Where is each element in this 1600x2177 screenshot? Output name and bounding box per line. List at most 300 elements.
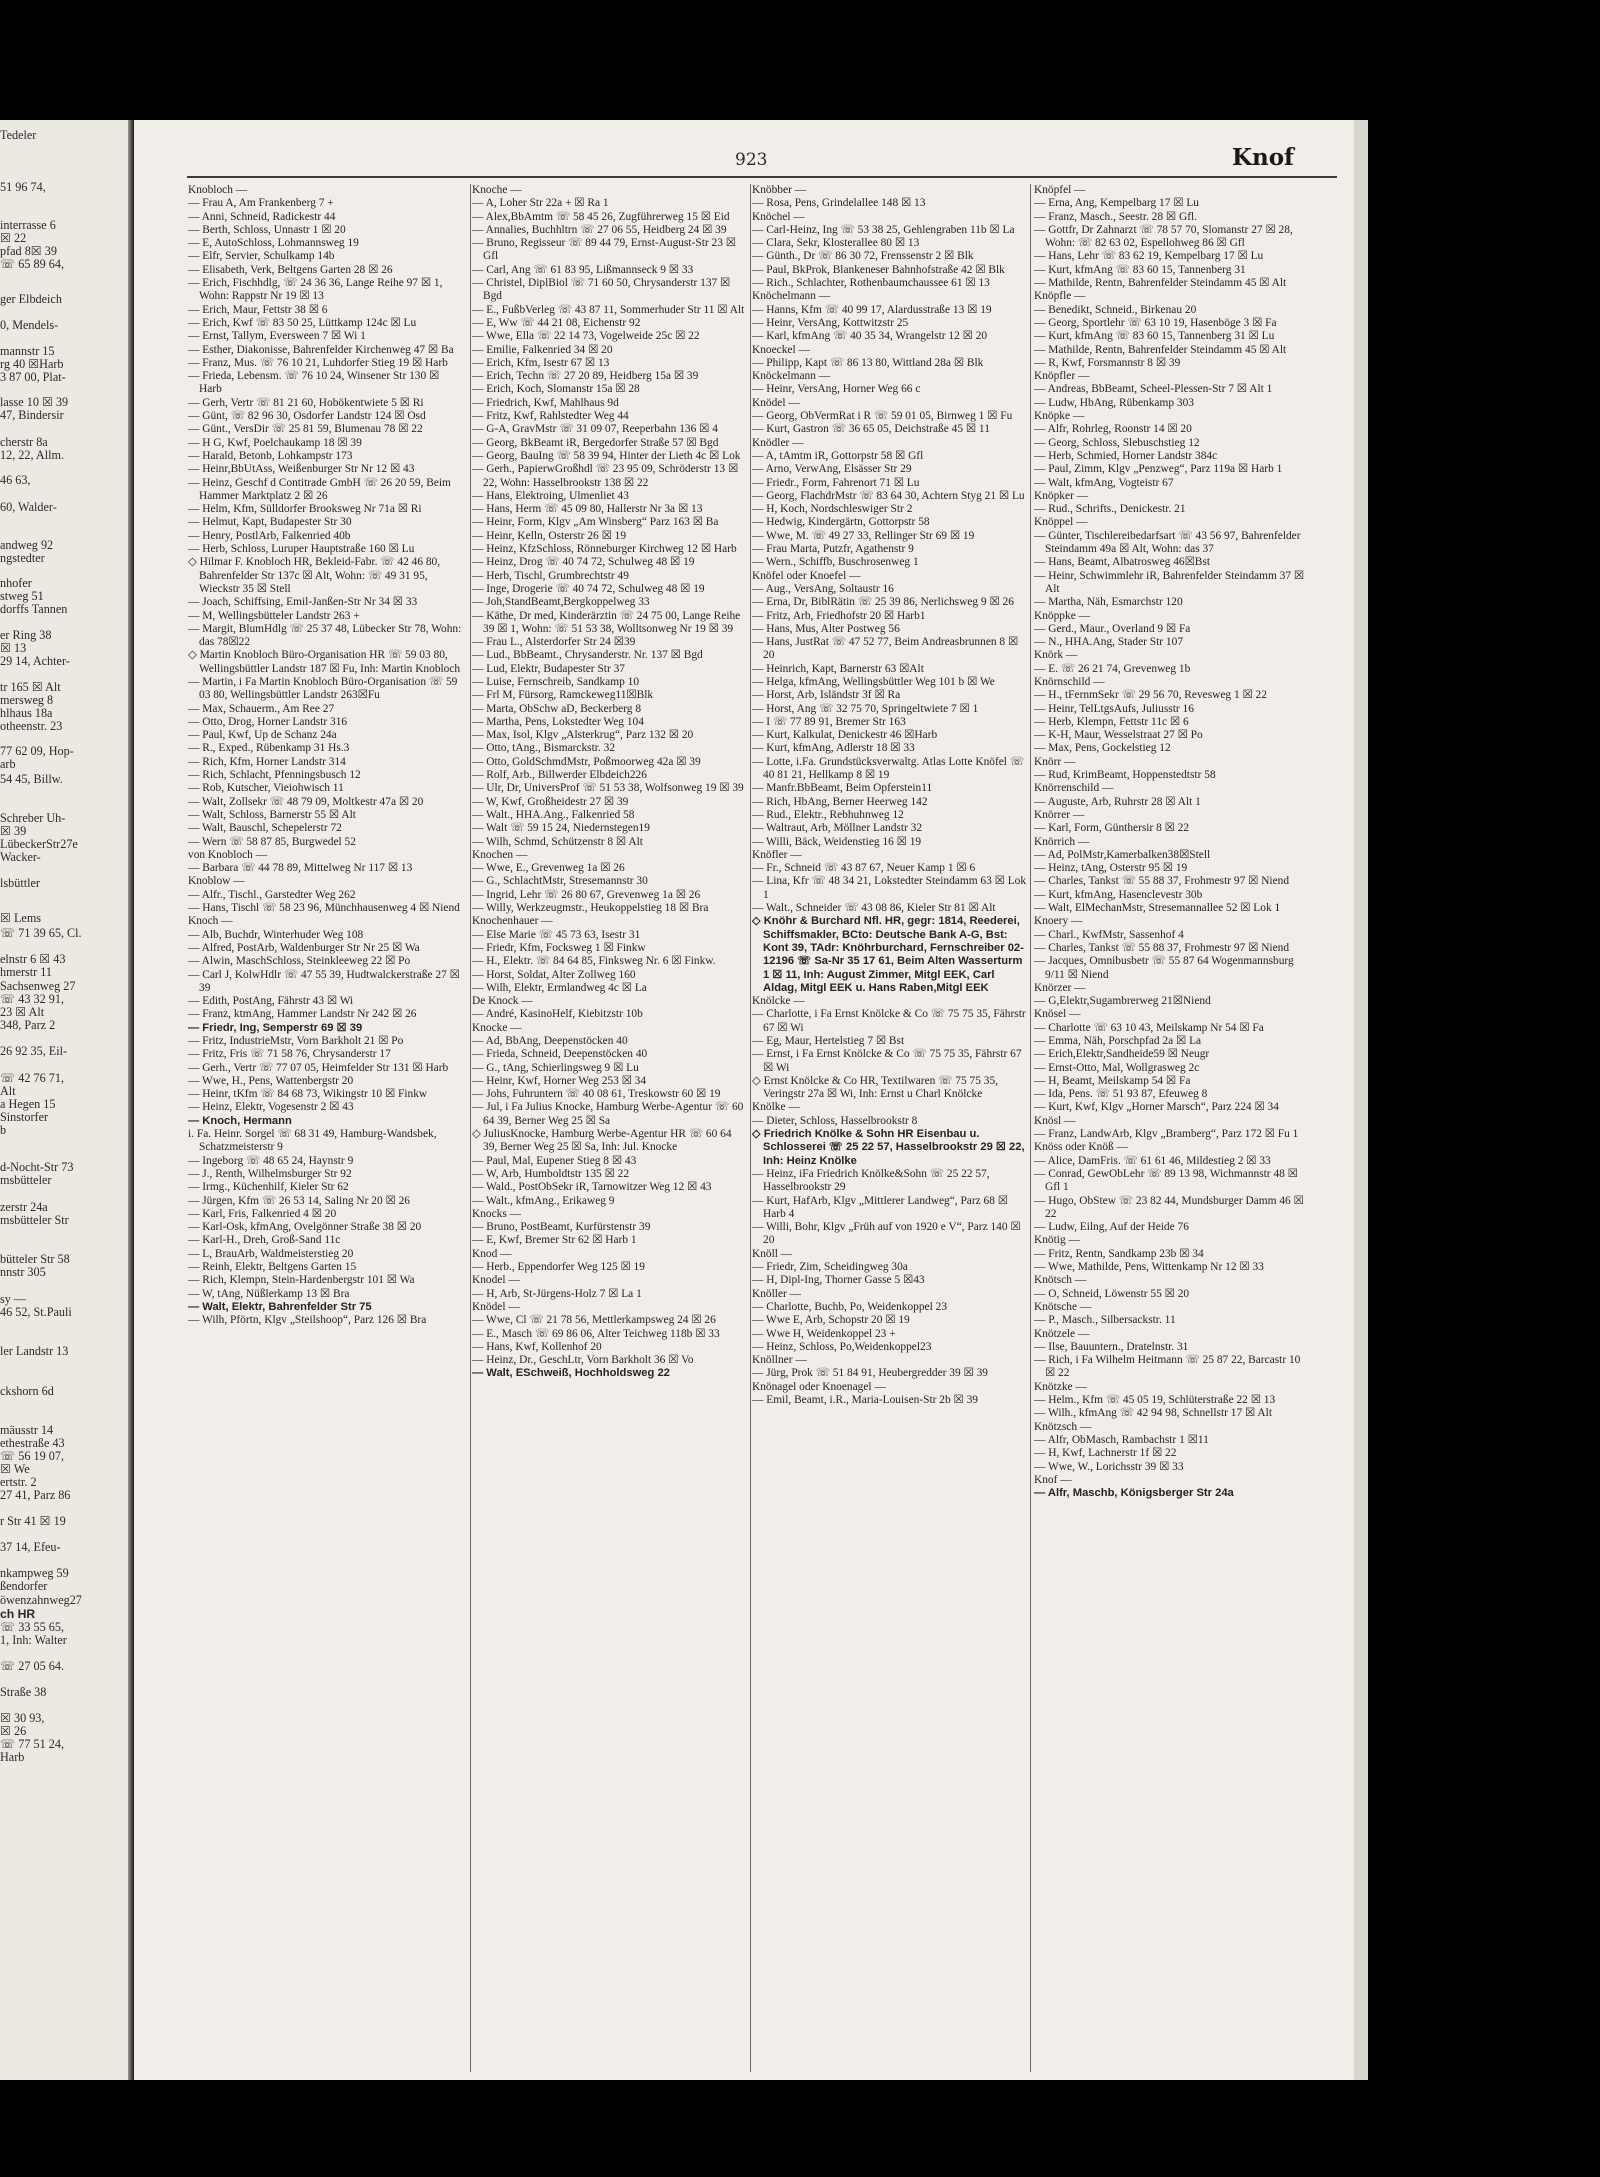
directory-entry: — H., Elektr. ☏ 84 64 85, Finksweg Nr. 6 ☒ Finkw. [472, 955, 716, 968]
directory-entry: — Heinz, iFa Friedrich Knölke&Sohn ☏ 25 22 57, Hasselbrookstr 29 [752, 1167, 990, 1194]
previous-page-line: ☒ 30 93, [0, 1711, 45, 1725]
surname-heading: Knötig — [1034, 1234, 1080, 1247]
directory-entry: — Elisabeth, Verk, Beltgens Garten 28 ☒ 26 [188, 263, 393, 276]
directory-entry: — Heinr, VersAng, Horner Weg 66 c [752, 383, 921, 396]
surname-heading: Knobloch — [188, 184, 248, 196]
directory-entry: — Max, Pens, Gockelstieg 12 [1034, 742, 1171, 755]
surname-heading: Knötsche — [1034, 1300, 1092, 1313]
directory-entry: — Alfred, PostArb, Waldenburger Str Nr 25 ☒ Wa [188, 941, 420, 954]
previous-page-line: er Ring 38 [0, 628, 52, 642]
previous-page-line: ☏ 71 39 65, Cl. [0, 926, 82, 940]
directory-entry: — Wilh, Schmd, Schützenstr 8 ☒ Alt [472, 835, 643, 848]
directory-entry: — Rolf, Arb., Billwerder Elbdeich226 [472, 769, 647, 782]
surname-heading: Knödel — [472, 1300, 520, 1313]
directory-entry: — Wwe, E., Grevenweg 1a ☒ 26 [472, 862, 625, 875]
directory-entry: — Rich, Schlacht, Pfenningsbusch 12 [188, 769, 361, 782]
directory-entry: — Arno, VerwAng, Elsässer Str 29 [752, 463, 912, 476]
previous-page-line: 60, Walder- [0, 500, 57, 514]
directory-entry: — Hugo, ObStew ☏ 23 82 44, Mundsburger Damm 46 ☒ 22 [1034, 1194, 1304, 1220]
directory-entry: — Bruno, Regisseur ☏ 89 44 79, Ernst-August-Str 23 ☒ Gfl [472, 237, 736, 263]
directory-entry: — Knoch, Hermann [188, 1114, 292, 1127]
directory-entry: — N., HHA.Ang, Stader Str 107 [1034, 636, 1184, 649]
directory-entry: — Helga, kfmAng, Wellingsbüttler Weg 101 b ☒ We [752, 675, 995, 688]
directory-entry: — Heinz, Schloss, Po,Weidenkoppel23 [752, 1340, 932, 1353]
directory-entry: — Carl J, KolwHdlr ☏ 47 55 39, Hudtwalckerstraße 27 ☒ 39 [188, 968, 460, 994]
directory-entry: — Gerh., Vertr ☏ 77 07 05, Heimfelder Str 131 ☒ Harb [188, 1061, 449, 1074]
directory-entry: — Ingeborg ☏ 48 65 24, Haynstr 9 [188, 1154, 354, 1167]
directory-entry: — L, BrauArb, Waldmeisterstieg 20 [188, 1247, 354, 1260]
directory-entry: — Rud, KrimBeamt, Hoppenstedtstr 58 [1034, 769, 1216, 782]
directory-entry: — Heinr, Form, Klgv „Am Winsberg“ Parz 163 ☒ Ba [472, 516, 719, 529]
previous-page-line: Alt [0, 1084, 16, 1098]
directory-entry: — Wwe, Ella ☏ 22 14 73, Vogelweide 25c ☒ 22 [472, 330, 700, 343]
directory-entry: — J., Renth, Wilhelmsburger Str 92 [188, 1167, 352, 1180]
directory-entry: — Lotte, i.Fa. Grundstücksverwaltg. Atlas Lotte Knöfel ☏ 40 81 21, Hellkamp 8 ☒ 19 [752, 755, 1025, 782]
directory-entry: — Karl-Osk, kfmAng, Ovelgönner Straße 38 ☒ 20 [188, 1221, 422, 1234]
previous-page-line: elnstr 6 ☒ 43 [0, 952, 66, 966]
previous-page-line: 46 63, [0, 473, 31, 487]
previous-page-line: 46 52, St.Pauli [0, 1305, 72, 1319]
previous-page-line: ☒ 26 [0, 1724, 27, 1738]
directory-entry: — Herb., Eppendorfer Weg 125 ☒ 19 [472, 1261, 645, 1274]
directory-entry: — Wern ☏ 58 87 85, Burgwedel 52 [188, 835, 356, 848]
directory-entry: — Heinr, TelLtgsAufs, Juliusstr 16 [1034, 702, 1194, 715]
directory-entry: — Max, Schauerm., Am Ree 27 [188, 702, 335, 715]
previous-page-line: ☒ 39 [0, 824, 27, 838]
directory-entry: — Berth, Schloss, Unnastr 1 ☒ 20 [188, 223, 346, 236]
surname-heading: Knörk — [1034, 649, 1078, 662]
directory-entry: — Friedr, Ing, Semperstr 69 ☒ 39 [188, 1021, 363, 1034]
previous-page-line: ertstr. 2 [0, 1475, 37, 1489]
surname-heading: Knörrer — [1034, 808, 1085, 821]
directory-entry: — Herb, Schmied, Horner Landstr 384c [1034, 449, 1218, 462]
previous-page-line: ☏ 56 19 07, [0, 1449, 64, 1463]
previous-page-line: lsbüttler [0, 876, 40, 890]
surname-heading: Knösel — [1034, 1008, 1081, 1021]
directory-entry: — Lina, Kfr ☏ 48 34 21, Lokstedter Steindamm 63 ☒ Lok 1 [752, 875, 1027, 901]
directory-entry: — Erich,Elektr,Sandheide59 ☒ Neugr [1034, 1048, 1210, 1061]
directory-entry: — Karl, kfmAng ☏ 40 35 34, Wrangelstr 12 ☒ 20 [752, 330, 988, 343]
previous-page-line: stweg 51 [0, 589, 44, 603]
surname-heading: Knof — [1034, 1473, 1072, 1486]
directory-entry: — Charlotte, Buchb, Po, Weidenkoppel 23 [752, 1300, 948, 1313]
directory-entry: — Luise, Fernschreib, Sandkamp 10 [472, 675, 640, 688]
directory-entry: — Käthe, Dr med, Kinderärztin ☏ 24 75 00, Lange Reihe 39 ☒ 1, Wohn: ☏ 51 53 38, Wolltsonweg Nr 19 ☒ 39 [472, 609, 741, 635]
directory-entry: — G,Elektr,Sugambrerweg 21☒Niend [1034, 995, 1211, 1008]
directory-entry: — Fritz, IndustrieMstr, Vorn Barkholt 21 ☒ Po [188, 1035, 404, 1047]
previous-page-line: r Str 41 ☒ 19 [0, 1514, 66, 1528]
directory-entry: — Rosa, Pens, Grindelallee 148 ☒ 13 [752, 197, 926, 210]
directory-entry: — Walt., HHA.Ang., Falkenried 58 [472, 808, 635, 821]
column-4 [1034, 184, 1309, 2072]
directory-entry: — Alice, DamFris. ☏ 61 61 46, Mildestieg 2 ☒ 33 [1034, 1154, 1271, 1167]
previous-page-line: 12, 22, Allm. [0, 448, 64, 462]
directory-entry: — Reinh, Elektr, Beltgens Garten 15 [188, 1261, 357, 1274]
directory-entry: — Hans, JustRat ☏ 47 52 77, Beim Andreasbrunnen 8 ☒ 20 [752, 636, 1019, 662]
previous-page-line: ethestraße 43 [0, 1436, 65, 1450]
previous-page-line: ☒ We [0, 1462, 30, 1476]
directory-entry: — Wern., Schiffb, Buschrosenweg 1 [752, 556, 919, 569]
directory-entry: — Alwin, MaschSchloss, Steinkleeweg 22 ☒ Po [188, 955, 411, 968]
surname-heading: Knöbber — [752, 184, 807, 196]
previous-page-line: b [0, 1123, 7, 1137]
directory-entry: — Georg, BauIng ☏ 58 39 94, Hinter der Lieth 4c ☒ Lok [472, 449, 741, 462]
surname-heading: Knöchel — [752, 210, 805, 223]
surname-heading: Knötzke — [1034, 1380, 1087, 1393]
directory-entry: — Fritz, Arb, Friedhofstr 20 ☒ Harb1 [752, 609, 926, 622]
directory-entry: — Wilh, Elektr, Ermlandweg 4c ☒ La [472, 981, 647, 994]
previous-page-line: 47, Bindersir [0, 408, 64, 422]
surname-heading: Knöll — [752, 1247, 793, 1260]
directory-entry: — Hedwig, Kindergärtn, Gottorpstr 58 [752, 516, 930, 529]
directory-entry: — Ernst, Tallym, Eversween 7 ☒ Wi 1 [188, 330, 366, 343]
surname-heading: Knödel — [752, 396, 800, 409]
directory-entry: — Willi, Bäck, Weidenstieg 16 ☒ 19 [752, 835, 922, 848]
directory-entry: — Edith, PostAng, Fährstr 43 ☒ Wi [188, 995, 354, 1008]
directory-entry: — Heinr, tKfm ☏ 84 68 73, Wikingstr 10 ☒ Finkw [188, 1088, 428, 1101]
column-divider [1030, 184, 1031, 2072]
surname-heading: Knöfel oder Knoefel — [752, 569, 861, 582]
directory-entry: — Georg, Schloss, Slebuschstieg 12 [1034, 436, 1200, 449]
directory-entry: — Kurt, Gastron ☏ 36 65 05, Deichstraße 45 ☒ 11 [752, 423, 990, 436]
previous-page-line: ☏ 65 89 64, [0, 257, 64, 271]
directory-entry: — Kurt, Kalkulat, Denickestr 46 ☒Harb [752, 729, 938, 742]
previous-page-line: ☒ Lems [0, 911, 42, 925]
directory-entry: — Aug., VersAng, Soltaustr 16 [752, 582, 894, 595]
previous-page-line: cherstr 8a [0, 435, 48, 449]
surname-heading: Knoche — [472, 184, 522, 196]
surname-heading: Knörzer — [1034, 981, 1086, 994]
directory-entry: — Walt, ESchweiß, Hochholdsweg 22 [472, 1367, 670, 1380]
previous-page-line: tr 165 ☒ Alt [0, 680, 61, 694]
directory-entry: — Heinr, Kelln, Osterstr 26 ☒ 19 [472, 529, 627, 542]
directory-entry: — W, Kwf, Großheidestr 27 ☒ 39 [472, 795, 629, 808]
previous-page-line: ☒ 22 [0, 231, 27, 245]
directory-entry: — Herb, Tischl, Grumbrechtstr 49 [472, 569, 629, 582]
directory-entry: — Ilse, Bauuntern., Dratelnstr. 31 [1034, 1340, 1189, 1353]
previous-page-line: arb [0, 757, 16, 771]
directory-entry: ◇ Knöhr & Burchard Nfl. HR, gegr: 1814, Reederei, Schiffsmakler, BCto: Deutsche Bank A-G, Bst: Kont 39, TAdr: Knöhrburchard, Fernschreiber 02-12196 ☏ Sa-Nr 35 17 61, Beim Alten Wasserturm 1 ☒ 11, Inh: August Zimmer, Mitgl EEK, Carl Aldag, Mitgl EEK u. Hans Raben,Mitgl EEK [752, 915, 1024, 994]
directory-entry: — Wwe, H., Pens, Wattenbergstr 20 [188, 1074, 354, 1087]
directory-entry: — H, Kwf, Lachnerstr 1f ☒ 22 [1034, 1447, 1177, 1460]
previous-page-line: ☏ 33 55 65, [0, 1620, 64, 1634]
directory-entry: — E. ☏ 26 21 74, Grevenweg 1b [1034, 662, 1191, 675]
previous-page-line: msbütteler [0, 1173, 52, 1187]
directory-entry: — Auguste, Arb, Ruhrstr 28 ☒ Alt 1 [1034, 795, 1201, 808]
directory-entry: — Kurt, kfmAng, Adlerstr 18 ☒ 33 [752, 742, 915, 755]
directory-entry: — Otto, GoldSchmdMstr, Poßmoorweg 42a ☒ 39 [472, 755, 701, 768]
directory-entry: — Charlotte ☏ 63 10 43, Meilskamp Nr 54 ☒ Fa [1034, 1021, 1264, 1034]
directory-entry: — Willy, Werkzeugmstr., Heukoppelstieg 18 ☒ Bra [472, 902, 709, 915]
directory-entry: — Hans, Tischl ☏ 58 23 96, Münchhausenweg 4 ☒ Niend [188, 902, 460, 915]
directory-entry: — Herb, Schloss, Luruper Hauptstraße 160 ☒ Lu [188, 543, 415, 556]
directory-entry: — E., FußbVerleg ☏ 43 87 11, Sommerhuder Str 11 ☒ Alt [472, 303, 745, 316]
directory-entry: — Wwe, Cl ☏ 21 78 56, Mettlerkampsweg 24 ☒ 26 [472, 1314, 716, 1327]
directory-entry: — Heinz, Geschf d Contitrade GmbH ☏ 26 20 59, Beim Hammer Marktplatz 2 ☒ 26 [188, 476, 451, 502]
directory-entry: — Frau A, Am Frankenberg 7 + [188, 197, 334, 210]
directory-entry: — Gerh, Vertr ☏ 81 21 60, Hobökentwiete 5 ☒ Ri [188, 396, 424, 409]
surname-heading: Knoblow — [188, 875, 245, 888]
page-edge [1354, 120, 1368, 2080]
previous-page-line: andweg 92 [0, 538, 54, 552]
directory-entry: — Erich, Techn ☏ 27 20 89, Heidberg 15a ☒ 39 [472, 370, 699, 383]
directory-entry: — Irmg., Küchenhilf, Kieler Str 62 [188, 1181, 349, 1194]
directory-entry: — Frl M, Fürsorg, Ramckeweg11☒Blk [472, 689, 654, 702]
directory-entry: ◇ Hilmar F. Knobloch HR, Bekleid-Fabr. ☏ 42 46 80, Bahrenfelder Str 137c ☒ Alt, Wohn: ☏ 49 31 95, Wieckstr 35 ☒ Stell [188, 556, 441, 595]
header-rule [187, 176, 1337, 178]
directory-entry: — Alb, Buchdr, Winterhuder Weg 108 [188, 928, 364, 941]
previous-page-line: nkampweg 59 [0, 1566, 69, 1580]
surname-heading: Knoch — [188, 915, 233, 928]
directory-entry: — Conrad, GewObLehr ☏ 89 13 98, Wichmannstr 48 ☒ Gfl 1 [1034, 1167, 1298, 1194]
directory-entry: — E, Kwf, Bremer Str 62 ☒ Harb 1 [472, 1234, 637, 1247]
directory-entry: — Friedrich, Kwf, Mahlhaus 9d [472, 396, 619, 409]
directory-entry: — Hanns, Kfm ☏ 40 99 17, Alardusstraße 13 ☒ 19 [752, 303, 992, 316]
directory-entry: — Heinr, Kwf, Horner Weg 253 ☒ 34 [472, 1074, 647, 1087]
directory-entry: — Gottfr, Dr Zahnarzt ☏ 78 57 70, Slomanstr 27 ☒ 28, Wohn: ☏ 82 63 02, Espellohweg 86 ☒ Gfl [1034, 223, 1293, 250]
previous-page-line: nnstr 305 [0, 1265, 46, 1279]
directory-entry: — Charles, Tankst ☏ 55 88 37, Frohmestr 97 ☒ Niend [1034, 941, 1290, 954]
previous-page-line: 29 14, Achter- [0, 654, 70, 668]
surname-heading: Knöllner — [752, 1354, 807, 1367]
previous-page-line: 26 92 35, Eil- [0, 1044, 68, 1058]
directory-entry: — Ludw, Eilng, Auf der Heide 76 [1034, 1221, 1189, 1234]
previous-page-line: d-Nocht-Str 73 [0, 1160, 74, 1174]
surname-heading: Knöpfle — [1034, 290, 1086, 303]
previous-page-line: interrasse 6 [0, 218, 56, 232]
previous-page-line: msbütteler Str [0, 1213, 69, 1227]
column-divider [470, 184, 471, 2072]
directory-entry: — Franz, ktmAng, Hammer Landstr Nr 242 ☒ 26 [188, 1008, 417, 1021]
surname-heading: Knöpker — [1034, 489, 1089, 502]
previous-page-line: dorffs Tannen [0, 602, 68, 616]
directory-entry: — Otto, tAng., Bismarckstr. 32 [472, 742, 616, 755]
previous-page-line: rg 40 ☒Harb [0, 357, 64, 371]
directory-entry: — Rich., Schlachter, Rothenbaumchaussee 61 ☒ 13 [752, 277, 990, 290]
directory-entry: — Hans, Lehr ☏ 83 62 19, Kempelbarg 17 ☒ Lu [1034, 250, 1264, 263]
directory-entry: — Rich, i Fa Wilhelm Heitmann ☏ 25 87 22, Barcastr 10 ☒ 22 [1034, 1354, 1301, 1380]
surname-heading: Knölke — [752, 1101, 800, 1114]
directory-entry: — Carl-Heinz, Ing ☏ 53 38 25, Gehlengraben 11b ☒ La [752, 223, 1015, 236]
directory-entry: — Martin, i Fa Martin Knobloch Büro-Organisation ☏ 59 03 80, Wellingsbüttler Landstr 263☒Fu [188, 675, 458, 702]
directory-entry: — Henry, PostlArb, Falkenried 40b [188, 529, 351, 542]
directory-entry: — Bruno, PostBeamt, Kurfürstenstr 39 [472, 1221, 651, 1234]
directory-entry: — Rich, Kfm, Horner Landstr 314 [188, 755, 346, 768]
directory-entry: — Charl., KwfMstr, Sassenhof 4 [1034, 928, 1184, 941]
directory-entry: — P., Masch., Silbersackstr. 11 [1034, 1314, 1176, 1327]
directory-entry: — Jürg, Prok ☏ 51 84 91, Heubergredder 39 ☒ 39 [752, 1367, 988, 1380]
directory-entry: — Ulr, Dr, UniversProf ☏ 51 53 38, Wolfsonweg 19 ☒ 39 [472, 782, 744, 795]
surname-heading: Knörnschild — [1034, 675, 1105, 688]
directory-entry: — Ludw, HbAng, Rübenkamp 303 [1034, 396, 1194, 409]
directory-entry: — R., Exped., Rübenkamp 31 Hs.3 [188, 742, 350, 755]
directory-entry: — Martha, Pens, Lokstedter Weg 104 [472, 715, 644, 728]
directory-entry: — Heinz, Drog ☏ 40 74 72, Schulweg 48 ☒ 19 [472, 556, 695, 569]
surname-heading: Knoeckel — [752, 343, 810, 356]
previous-page-line: pfad 8☒ 39 [0, 244, 57, 258]
previous-page-line: 0, Mendels- [0, 318, 59, 332]
previous-page-line: 348, Parz 2 [0, 1018, 56, 1032]
surname-heading: Knönagel oder Knoenagel — [752, 1380, 886, 1393]
directory-entry: ◇ Ernst Knölcke & Co HR, Textilwaren ☏ 75 75 35, Veringstr 27a ☒ Wi, Inh: Ernst u Charl Knölcke [752, 1074, 998, 1101]
directory-entry: ◇ Martin Knobloch Büro-Organisation HR ☏ 59 03 80, Wellingsbüttler Landstr 187 ☒ Fu, Inh: Martin Knobloch [188, 649, 461, 675]
directory-entry: — Erich, Kwf ☏ 83 50 25, Lüttkamp 124c ☒ Lu [188, 316, 417, 329]
directory-entry: — Heinz, tAng, Osterstr 95 ☒ 19 [1034, 862, 1188, 875]
directory-entry: — G-A, GravMstr ☏ 31 09 07, Reeperbahn 136 ☒ 4 [472, 423, 718, 436]
directory-entry: — Wilh, Pförtn, Klgv „Steilshoop“, Parz 126 ☒ Bra [188, 1314, 427, 1327]
directory-entry: — Alfr, ObMasch, Rambachstr 1 ☒11 [1034, 1433, 1209, 1446]
directory-entry: — Jacques, Omnibusbetr ☏ 55 87 64 Wogenmannsburg 9/11 ☒ Niend [1034, 955, 1294, 981]
directory-entry: — Günt, ☏ 82 96 30, Osdorfer Landstr 124 ☒ Osd [188, 410, 426, 423]
directory-entry: — H, Koch, Nordschleswiger Str 2 [752, 503, 913, 516]
directory-entry: — Walt., Schneider ☏ 43 08 86, Kieler Str 81 ☒ Alt [752, 902, 996, 915]
directory-entry: — Ernst-Otto, Mal, Wollgrasweg 2c [1034, 1061, 1200, 1074]
previous-page-line: ch HR [0, 1607, 36, 1621]
previous-page-line: 51 96 74, [0, 180, 46, 194]
previous-page-line: ☏ 42 76 71, [0, 1071, 64, 1085]
directory-entry: — Kurt, kfmAng ☏ 83 60 15, Tannenberg 31 ☒ Lu [1034, 330, 1275, 343]
surname-heading: Knocke — [472, 1021, 522, 1034]
previous-page-line: ☏ 77 51 24, [0, 1737, 64, 1751]
directory-entry: — Lud., BbBeamt., Chrysanderstr. Nr. 137 ☒ Bgd [472, 649, 703, 662]
directory-entry: — Joach, Schiffsing, Emil-Janßen-Str Nr 34 ☒ 33 [188, 596, 418, 609]
directory-entry: — Rob, Kutscher, Vieiohwisch 11 [188, 782, 344, 795]
directory-entry: — Gerh., PapierwGroßhdl ☏ 23 95 09, Schröderstr 13 ☒ 22, Wohn: Hasselbrookstr 138 ☒ 22 [472, 463, 739, 489]
directory-entry: — Else Marie ☏ 45 73 63, Isestr 31 [472, 928, 641, 941]
surname-heading: Knörr — [1034, 755, 1076, 768]
directory-entry: — Paul, Mal, Eupener Stieg 8 ☒ 43 [472, 1154, 637, 1167]
directory-entry: — A, Loher Str 22a + ☒ Ra 1 [472, 197, 609, 210]
directory-entry: — Heinz, Elektr, Vogesenstr 2 ☒ 43 [188, 1101, 354, 1114]
previous-page-line: hlhaus 18a [0, 706, 53, 720]
directory-entry: — Jul, i Fa Julius Knocke, Hamburg Werbe-Agentur ☏ 60 64 39, Berner Weg 25 ☒ Sa [472, 1101, 744, 1127]
surname-heading: Knöppke — [1034, 609, 1090, 622]
previous-page-line: ☏ 27 05 64. [0, 1659, 64, 1673]
surname-heading: Knötsch — [1034, 1274, 1087, 1287]
directory-entry: — H, Beamt, Meilskamp 54 ☒ Fa [1034, 1074, 1191, 1087]
directory-entry: ◇ Friedrich Knölke & Sohn HR Eisenbau u. Schlosserei ☏ 25 22 57, Hasselbrookstr 29 ☒ 22, Inh: Heinz Knölke [752, 1128, 1025, 1167]
directory-entry: — Mathilde, Rentn, Bahrenfelder Steindamm 45 ☒ Alt [1034, 343, 1287, 356]
directory-entry: — Günth., Dr ☏ 86 30 72, Frenssenstr 2 ☒ Blk [752, 250, 974, 263]
directory-entry: — Karl, Fris, Falkenried 4 ☒ 20 [188, 1207, 337, 1220]
previous-page-line: Harb [0, 1750, 25, 1764]
directory-entry: — Clara, Sekr, Klosterallee 80 ☒ 13 [752, 237, 920, 250]
directory-entry: — Rich, HbAng, Berner Heerweg 142 [752, 795, 928, 808]
directory-entry: — Paul, Kwf, Up de Schanz 24a [188, 729, 337, 742]
directory-entry: — Georg, Sportlehr ☏ 63 10 19, Hasenböge 3 ☒ Fa [1034, 316, 1277, 329]
surname-heading: Knöpke — [1034, 410, 1085, 423]
directory-entry: — Otto, Drog, Horner Landstr 316 [188, 715, 348, 728]
surname-heading: Knörrich — [1034, 835, 1090, 848]
directory-entry: — Herb, Klempn, Fettstr 11c ☒ 6 [1034, 715, 1189, 728]
directory-entry: — Max, Isol, Klgv „Alsterkrug“, Parz 132 ☒ 20 [472, 729, 694, 742]
directory-entry: — Frau L., Alsterdorfer Str 24 ☒39 [472, 636, 636, 649]
directory-entry: — Gerd., Maur., Overland 9 ☒ Fa [1034, 622, 1191, 635]
directory-entry: — Kurt, kfmAng ☏ 83 60 15, Tannenberg 31 [1034, 263, 1246, 276]
directory-entry: — Kurt, Kwf, Klgv „Horner Marsch“, Parz 224 ☒ 34 [1034, 1101, 1279, 1114]
directory-entry: — H G, Kwf, Poelchaukamp 18 ☒ 39 [188, 436, 362, 449]
previous-page-line: 54 45, Billw. [0, 772, 63, 786]
previous-page-line: zerstr 24a [0, 1200, 48, 1214]
directory-entry: — Karl, Form, Günthersir 8 ☒ 22 [1034, 822, 1190, 835]
directory-entry: — Willi, Bohr, Klgv „Früh auf von 1920 e V“, Parz 140 ☒ 20 [752, 1221, 1021, 1247]
directory-entry: — Horst, Ang ☏ 32 75 70, Springeltwiete 7 ☒ 1 [752, 702, 979, 715]
previous-page-line: LübeckerStr27e [0, 837, 78, 851]
column-divider [750, 184, 751, 2072]
previous-page-line: Sinstorfer [0, 1110, 49, 1124]
directory-entry: — Walt, kfmAng, Vogteistr 67 [1034, 476, 1174, 489]
previous-page-strip [0, 120, 128, 2080]
directory-entry: — Walt., kfmAng., Erikaweg 9 [472, 1194, 615, 1207]
directory-entry: von Knobloch — [188, 848, 268, 861]
directory-entry: — Manfr.BbBeamt, Beim Opferstein11 [752, 782, 933, 795]
surname-heading: Knochenhauer — [472, 915, 553, 928]
surname-heading: Knöckelmann — [752, 370, 831, 383]
previous-page-line: Wacker- [0, 850, 41, 864]
directory-entry: — Mathilde, Rentn, Bahrenfelder Steindamm 45 ☒ Alt [1034, 277, 1287, 290]
previous-page-line: ler Landstr 13 [0, 1344, 69, 1358]
directory-entry: — Wwe, Mathilde, Pens, Wittenkamp Nr 12 ☒ 33 [1034, 1261, 1264, 1274]
previous-page-line: mäusstr 14 [0, 1423, 54, 1437]
directory-entry: — A, tAmtm iR, Gottorpstr 58 ☒ Gfl [752, 449, 924, 462]
directory-entry: — Annalies, Buchhltrn ☏ 27 06 55, Heidberg 24 ☒ 39 [472, 223, 727, 236]
directory-entry: — G., SchlachtMstr, Stresemannstr 30 [472, 875, 648, 888]
directory-entry: — Elfr, Servier, Schulkamp 14b [188, 250, 335, 263]
directory-entry: — Ingrid, Lehr ☏ 26 80 67, Grevenweg 1a ☒ 26 [472, 888, 701, 901]
directory-entry: — E, AutoSchloss, Lohmannsweg 19 [188, 237, 359, 250]
surname-heading: Knöppel — [1034, 516, 1088, 529]
previous-page-line: bütteler Str 58 [0, 1252, 70, 1266]
directory-entry: — Eg, Maur, Hertelstieg 7 ☒ Bst [752, 1035, 905, 1047]
directory-entry: — Walt, Zollsekr ☏ 48 79 09, Moltkestr 47a ☒ 20 [188, 795, 424, 808]
directory-entry: — Hans, Elektroing, Ulmenliet 43 [472, 489, 629, 502]
previous-page-line: ckshorn 6d [0, 1384, 54, 1398]
surname-heading: Knochen — [472, 848, 528, 861]
directory-entry: — Harald, Betonb, Lohkampstr 173 [188, 449, 353, 462]
directory-entry: — M, Wellingsbütteler Landstr 263 + [188, 609, 360, 622]
surname-heading: Knodel — [472, 1274, 520, 1287]
previous-page-line: Tedeler [0, 128, 37, 142]
directory-entry: — Erich, Koch, Slomanstr 15a ☒ 28 [472, 383, 640, 396]
directory-entry: — Christel, DiplBiol ☏ 71 60 50, Chrysanderstr 137 ☒ Bgd [472, 277, 731, 303]
directory-entry: — Paul, BkProk, Blankeneser Bahnhofstraße 42 ☒ Blk [752, 263, 1005, 276]
directory-entry: — Erich, Kfm, Isestr 67 ☒ 13 [472, 356, 610, 369]
previous-page-line: ☒ 13 [0, 641, 27, 655]
directory-entry: — Heinrich, Kapt, Barnerstr 63 ☒Alt [752, 662, 924, 675]
previous-page-line: 3 87 00, Plat- [0, 370, 66, 384]
directory-entry: — Kurt, HafArb, Klgv „Mittlerer Landweg“, Parz 68 ☒ Harb 4 [752, 1194, 1008, 1220]
directory-entry: — Dieter, Schloss, Hasselbrookstr 8 [752, 1114, 918, 1127]
previous-page-line: 23 ☒ Alt [0, 1005, 45, 1019]
directory-entry: — Rud., Elektr., Rebhuhnweg 12 [752, 808, 904, 821]
column-2 [472, 184, 747, 2072]
directory-entry: — Walt, Elektr, Bahrenfelder Str 75 [188, 1300, 372, 1313]
previous-page-line: Schreber Uh- [0, 811, 66, 825]
directory-entry: — Günt., VersDir ☏ 25 81 59, Blumenau 78 ☒ 22 [188, 423, 423, 436]
directory-entry: — Waltraut, Arb, Möllner Landstr 32 [752, 822, 923, 835]
directory-entry: — I ☏ 77 89 91, Bremer Str 163 [752, 715, 906, 728]
directory-entry: — Helm., Kfm ☏ 45 05 19, Schlüterstraße 22 ☒ 13 [1034, 1394, 1276, 1407]
directory-entry: — Georg, BkBeamt iR, Bergedorfer Straße 57 ☒ Bgd [472, 436, 719, 449]
directory-entry: — Erich, Maur, Fettstr 38 ☒ 6 [188, 303, 328, 316]
directory-entry: i. Fa. Heinr. Sorgel ☏ 68 31 49, Hamburg-Wandsbek, Schatzmeisterstr 9 [188, 1128, 437, 1154]
directory-entry: — Ad, PolMstr,Kamerbalken38☒Stell [1034, 848, 1211, 861]
surname-heading: Knötzele — [1034, 1327, 1090, 1340]
surname-heading: Knötzsch — [1034, 1420, 1092, 1433]
previous-page-line: mannstr 15 [0, 344, 55, 358]
directory-entry: — Frau Marta, Putzfr, Agathenstr 9 [752, 543, 914, 556]
previous-page-line: hmerstr 11 [0, 965, 53, 979]
